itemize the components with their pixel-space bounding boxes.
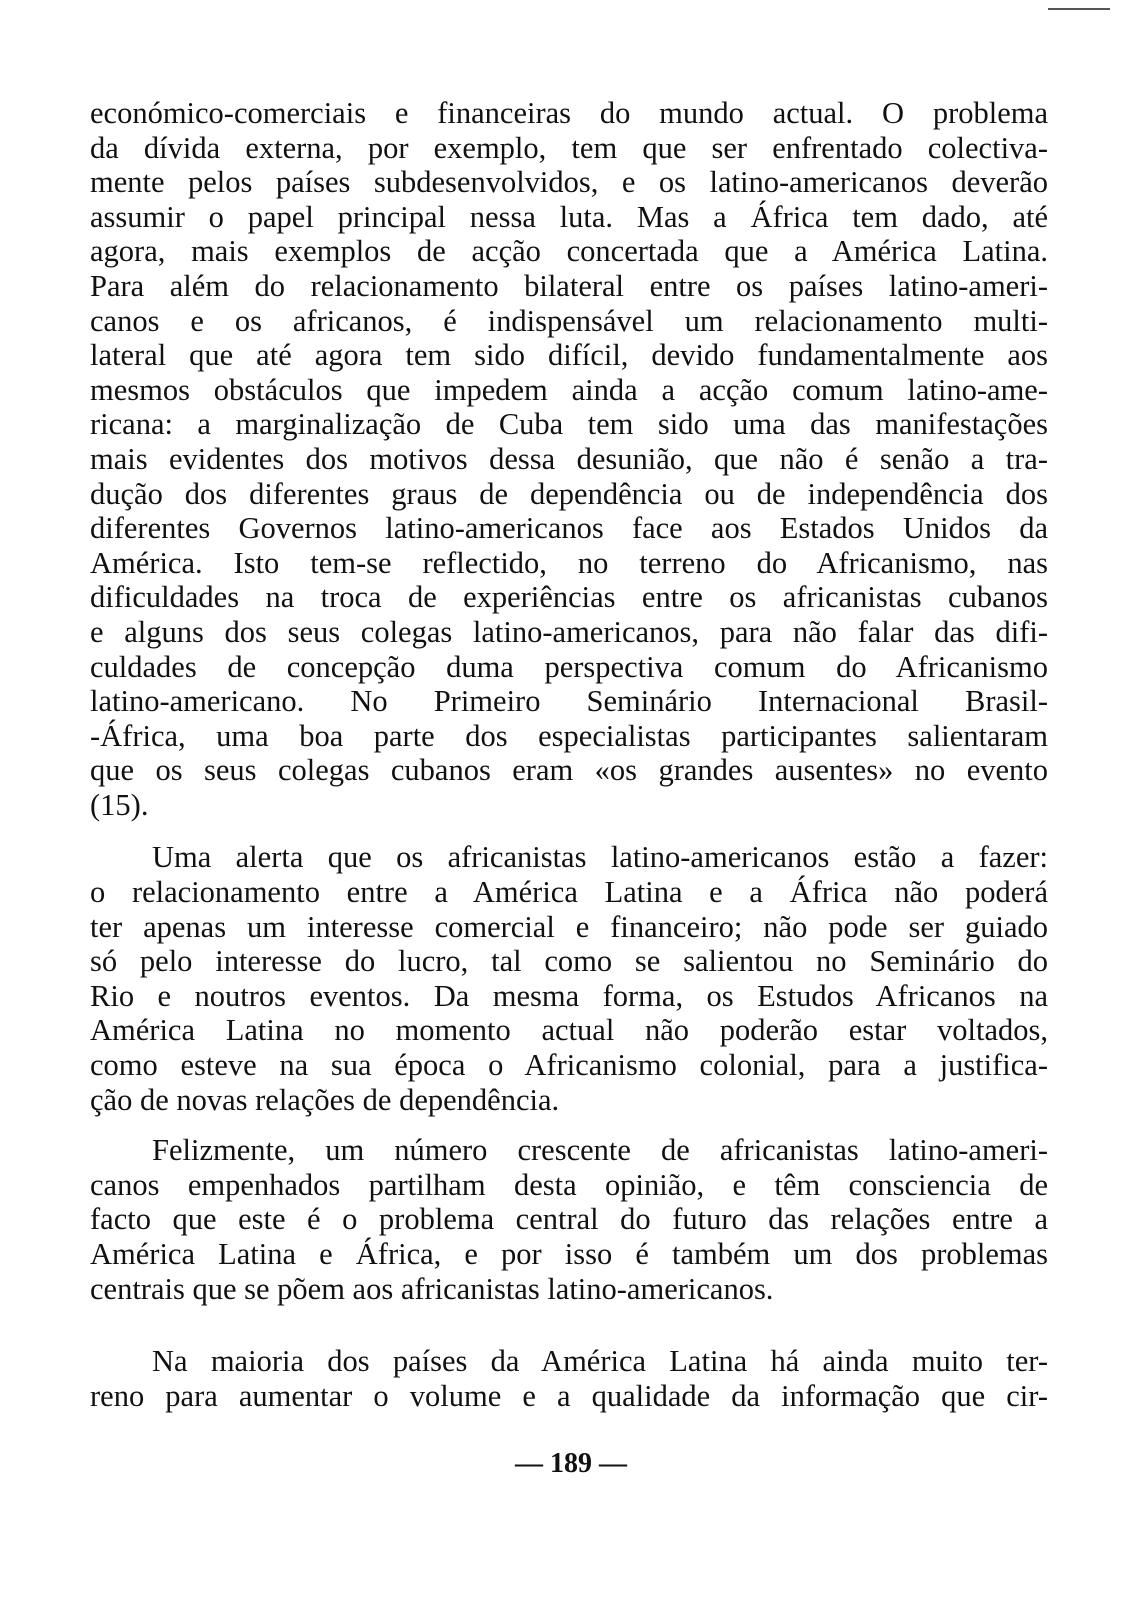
text-line: América Latina e África, e por isso é também um dos problemas [90,1237,1048,1271]
text-line: -África, uma boa parte dos especialistas participantes salientaram [90,718,1048,753]
text-line: ção de novas relações de dependência. [90,1082,560,1117]
text-line: dificuldades na troca de experiências entre os africanistas cubanos [90,580,1048,615]
paragraph-4 [90,1344,1048,1413]
paragraph-1 [90,96,1048,822]
text-line: lateral que até agora tem sido difícil, devido fundamentalmente aos [90,338,1048,373]
text-line: canos e os africanos, é indispensável um relacionamento multi- [90,303,1048,338]
text-line: mesmos obstáculos que impedem ainda a acção comum latino-ame- [90,372,1048,407]
text-line: que os seus colegas cubanos eram «os grandes ausentes» no evento [90,753,1048,788]
text-line: facto que este é o problema central do futuro das relações entre a [90,1202,1048,1237]
text-line: e alguns dos seus colegas latino-americanos, para não falar das difi- [90,614,1048,649]
text-line: como esteve na sua época o Africanismo colonial, para a justifica- [90,1048,1048,1083]
text-line: ter apenas um interesse comercial e financeiro; não pode ser guiado [90,909,1048,944]
text-line: dução dos diferentes graus de dependência ou de independência dos [90,476,1048,511]
text-line: Para além do relacionamento bilateral entre os países latino-ameri- [90,268,1048,303]
text-line: centrais que se põem aos africanistas latino-americanos. [90,1271,774,1306]
text-line: ricana: a marginalização de Cuba tem sido uma das manifestações [90,407,1048,442]
text-line: América. Isto tem-se reflectido, no terreno do Africanismo, nas [90,545,1048,580]
text-line: económico-comerciais e financeiras do mundo actual. O problema [90,96,1048,130]
text-line: diferentes Governos latino-americanos face aos Estados Unidos da [90,511,1048,546]
text-line: (15). [90,787,149,822]
text-line: Na maioria dos países da América Latina há ainda muito ter- [152,1344,1048,1379]
text-line: assumir o papel principal nessa luta. Mas a África tem dado, até [90,199,1048,234]
text-line: culdades de concepção duma perspectiva comum do Africanismo [90,649,1048,684]
text-line: mente pelos países subdesenvolvidos, e os latino-americanos deverão [90,165,1048,200]
paragraph-3 [90,1133,1048,1306]
text-line: canos empenhados partilham desta opinião, e têm consciencia de [90,1167,1048,1202]
text-line: só pelo interesse do lucro, tal como se salientou no Seminário do [90,944,1048,979]
text-line: reno para aumentar o volume e a qualidade da informação que cir- [90,1378,1048,1413]
text-line: da dívida externa, por exemplo, tem que ser enfrentado colectiva- [90,130,1048,165]
text-line: latino-americano. No Primeiro Seminário Internacional Brasil- [90,684,1048,719]
text-line: Felizmente, um número crescente de africanistas latino-ameri- [152,1133,1048,1168]
text-line: agora, mais exemplos de acção concertada que a América Latina. [90,234,1048,269]
text-line: Uma alerta que os africanistas latino-americanos estão a fazer: [152,840,1048,875]
text-line: o relacionamento entre a América Latina e a África não poderá [90,875,1048,910]
paragraph-2 [90,840,1048,1117]
text-line: Rio e noutros eventos. Da mesma forma, os Estudos Africanos na [90,978,1048,1013]
page-number: — 189 — [515,1448,627,1479]
page-body [90,96,1048,1413]
corner-rule [1048,8,1110,10]
text-line: mais evidentes dos motivos dessa desunião, que não é senão a tra- [90,441,1048,476]
text-line: América Latina no momento actual não poderão estar voltados, [90,1013,1048,1048]
